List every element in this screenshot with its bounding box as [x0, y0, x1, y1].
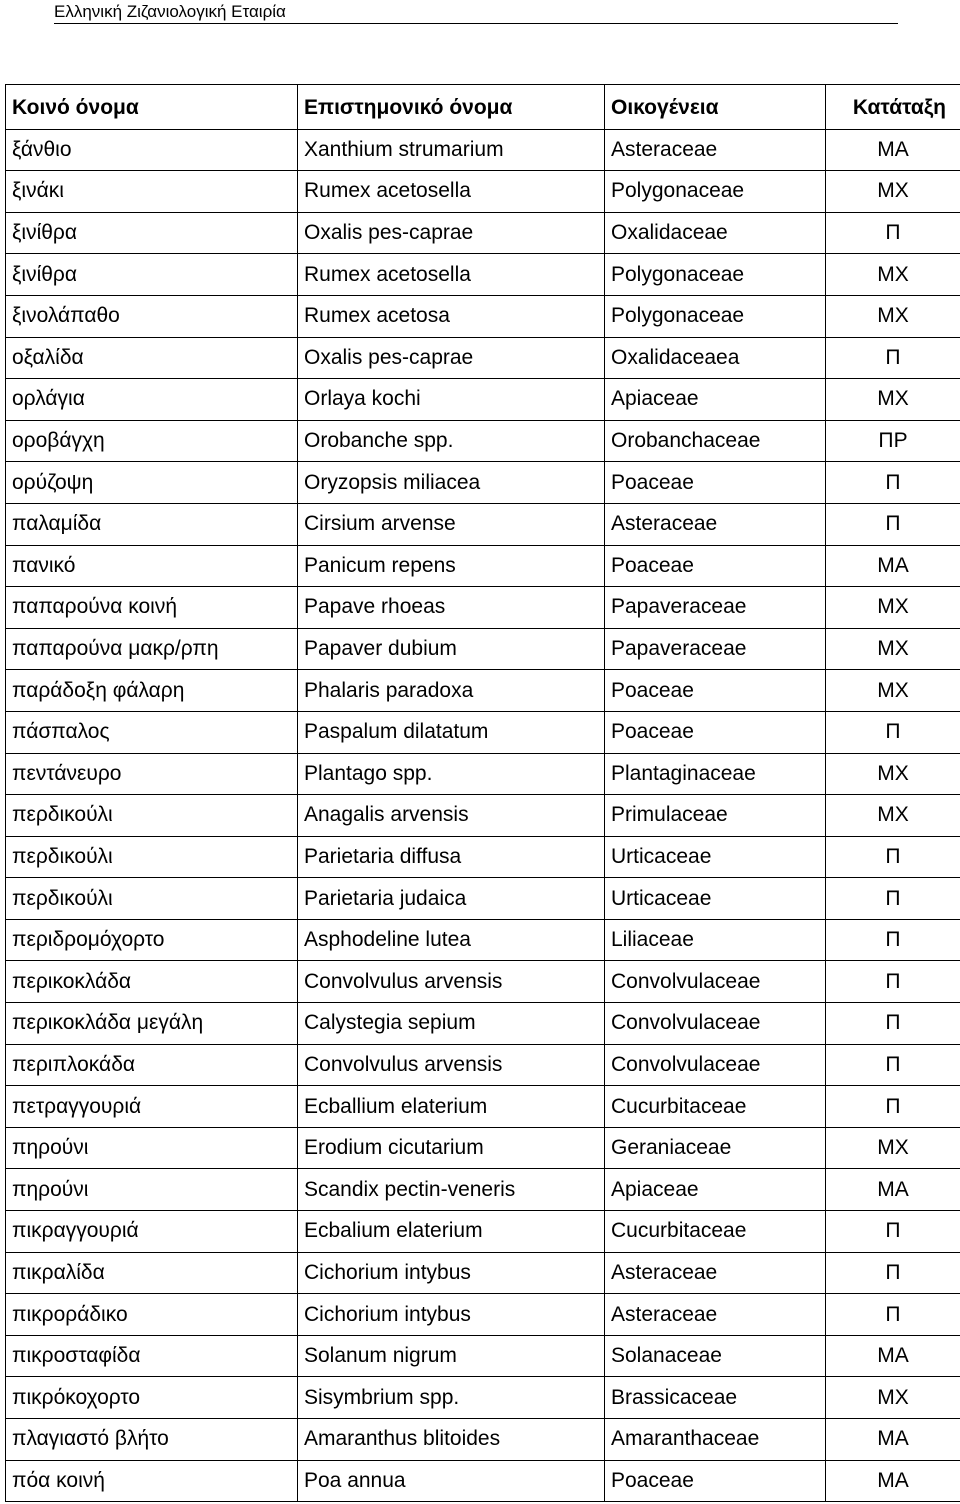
classification-cell: Π — [826, 462, 960, 504]
table-row — [6, 1460, 960, 1502]
classification-cell: ΜΧ — [826, 587, 960, 629]
scientific-name-cell: Scandix pectin-veneris — [298, 1169, 605, 1211]
scientific-name-cell: Paspalum dilatatum — [298, 711, 605, 753]
classification-cell: ΜΧ — [826, 295, 960, 337]
family-cell: Polygonaceae — [605, 295, 826, 337]
table-row — [6, 1294, 960, 1336]
document-header: Ελληνική Ζιζανιολογική Εταιρία — [54, 2, 286, 21]
column-header-common-name: Κοινό όνομα — [6, 85, 298, 130]
table-row — [6, 337, 960, 379]
family-cell: Asteraceae — [605, 1294, 826, 1336]
table-row — [6, 587, 960, 629]
family-cell: Apiaceae — [605, 1169, 826, 1211]
classification-cell: ΠΡ — [826, 420, 960, 462]
classification-cell: Π — [826, 1086, 960, 1128]
scientific-name-cell: Convolvulus arvensis — [298, 961, 605, 1003]
classification-cell: Π — [826, 503, 960, 545]
classification-cell: Π — [826, 711, 960, 753]
family-cell: Convolvulaceae — [605, 1003, 826, 1045]
classification-cell: ΜΧ — [826, 628, 960, 670]
classification-cell: Π — [826, 1211, 960, 1253]
family-cell: Poaceae — [605, 711, 826, 753]
common-name-cell: πεντάνευρο — [6, 753, 298, 795]
scientific-name-cell: Oryzopsis miliacea — [298, 462, 605, 504]
table-row — [6, 1169, 960, 1211]
common-name-cell: παράδοξη φάλαρη — [6, 670, 298, 712]
scientific-name-cell: Orlaya kochi — [298, 379, 605, 421]
classification-cell: Π — [826, 919, 960, 961]
table-row — [6, 379, 960, 421]
family-cell: Primulaceae — [605, 795, 826, 837]
table-row — [6, 1003, 960, 1045]
family-cell: Urticaceae — [605, 878, 826, 920]
classification-cell: ΜΑ — [826, 1460, 960, 1502]
common-name-cell: οροβάγχη — [6, 420, 298, 462]
scientific-name-cell: Ecbalium elaterium — [298, 1211, 605, 1253]
column-header-classification: Κατάταξη — [826, 85, 960, 130]
table-row — [6, 961, 960, 1003]
classification-cell: ΜΧ — [826, 1127, 960, 1169]
table-row — [6, 878, 960, 920]
scientific-name-cell: Oxalis pes-caprae — [298, 337, 605, 379]
family-cell: Papaveraceae — [605, 587, 826, 629]
common-name-cell: πανικό — [6, 545, 298, 587]
table-row — [6, 670, 960, 712]
common-name-cell: οξαλίδα — [6, 337, 298, 379]
scientific-name-cell: Rumex acetosella — [298, 171, 605, 213]
weeds-table — [5, 84, 960, 1502]
common-name-cell: ξινίθρα — [6, 212, 298, 254]
common-name-cell: περδικούλι — [6, 836, 298, 878]
common-name-cell: ξινίθρα — [6, 254, 298, 296]
table-row — [6, 545, 960, 587]
common-name-cell: πάσπαλος — [6, 711, 298, 753]
scientific-name-cell: Oxalis pes-caprae — [298, 212, 605, 254]
scientific-name-cell: Anagalis arvensis — [298, 795, 605, 837]
common-name-cell: ξάνθιο — [6, 129, 298, 171]
classification-cell: Π — [826, 961, 960, 1003]
common-name-cell: πόα κοινή — [6, 1460, 298, 1502]
classification-cell: Π — [826, 836, 960, 878]
common-name-cell: περδικούλι — [6, 795, 298, 837]
table-row — [6, 503, 960, 545]
common-name-cell: πικροσταφίδα — [6, 1335, 298, 1377]
common-name-cell: ορλάγια — [6, 379, 298, 421]
scientific-name-cell: Parietaria judaica — [298, 878, 605, 920]
table-row — [6, 420, 960, 462]
common-name-cell: ξινολάπαθο — [6, 295, 298, 337]
scientific-name-cell: Orobanche spp. — [298, 420, 605, 462]
common-name-cell: πλαγιαστό βλήτο — [6, 1419, 298, 1461]
classification-cell: ΜΑ — [826, 1419, 960, 1461]
family-cell: Oxalidaceaea — [605, 337, 826, 379]
common-name-cell: πηρούνι — [6, 1127, 298, 1169]
scientific-name-cell: Plantago spp. — [298, 753, 605, 795]
table-row — [6, 628, 960, 670]
common-name-cell: περιπλοκάδα — [6, 1044, 298, 1086]
common-name-cell: ορύζοψη — [6, 462, 298, 504]
classification-cell: Π — [826, 1252, 960, 1294]
family-cell: Brassicaceae — [605, 1377, 826, 1419]
scientific-name-cell: Papaver dubium — [298, 628, 605, 670]
table-row — [6, 254, 960, 296]
family-cell: Asteraceae — [605, 1252, 826, 1294]
classification-cell: ΜΧ — [826, 1377, 960, 1419]
common-name-cell: πικραγγουριά — [6, 1211, 298, 1253]
common-name-cell: ξινάκι — [6, 171, 298, 213]
common-name-cell: πικραλίδα — [6, 1252, 298, 1294]
family-cell: Orobanchaceae — [605, 420, 826, 462]
family-cell: Liliaceae — [605, 919, 826, 961]
column-header-scientific-name: Επιστημονικό όνομα — [298, 85, 605, 130]
scientific-name-cell: Poa annua — [298, 1460, 605, 1502]
table-row — [6, 1419, 960, 1461]
table-row — [6, 212, 960, 254]
family-cell: Cucurbitaceae — [605, 1211, 826, 1253]
table-row — [6, 1211, 960, 1253]
common-name-cell: πικρόκοχορτο — [6, 1377, 298, 1419]
scientific-name-cell: Calystegia sepium — [298, 1003, 605, 1045]
family-cell: Urticaceae — [605, 836, 826, 878]
scientific-name-cell: Cirsium arvense — [298, 503, 605, 545]
classification-cell: Π — [826, 1003, 960, 1045]
header-rule — [54, 23, 898, 24]
table-row — [6, 295, 960, 337]
scientific-name-cell: Cichorium intybus — [298, 1252, 605, 1294]
classification-cell: Π — [826, 878, 960, 920]
family-cell: Amaranthaceae — [605, 1419, 826, 1461]
family-cell: Poaceae — [605, 670, 826, 712]
classification-cell: ΜΧ — [826, 379, 960, 421]
common-name-cell: παπαρούνα κοινή — [6, 587, 298, 629]
classification-cell: ΜΧ — [826, 171, 960, 213]
common-name-cell: παπαρούνα μακρ/ρπη — [6, 628, 298, 670]
scientific-name-cell: Xanthium strumarium — [298, 129, 605, 171]
family-cell: Polygonaceae — [605, 171, 826, 213]
family-cell: Cucurbitaceae — [605, 1086, 826, 1128]
common-name-cell: περικοκλάδα μεγάλη — [6, 1003, 298, 1045]
family-cell: Polygonaceae — [605, 254, 826, 296]
scientific-name-cell: Erodium cicutarium — [298, 1127, 605, 1169]
table-row — [6, 1335, 960, 1377]
common-name-cell: περδικούλι — [6, 878, 298, 920]
table-row — [6, 171, 960, 213]
scientific-name-cell: Phalaris paradoxa — [298, 670, 605, 712]
classification-cell: ΜΧ — [826, 670, 960, 712]
table-row — [6, 1044, 960, 1086]
scientific-name-cell: Cichorium intybus — [298, 1294, 605, 1336]
family-cell: Poaceae — [605, 462, 826, 504]
scientific-name-cell: Asphodeline lutea — [298, 919, 605, 961]
table-row — [6, 919, 960, 961]
scientific-name-cell: Solanum nigrum — [298, 1335, 605, 1377]
table-row — [6, 753, 960, 795]
table-row — [6, 1377, 960, 1419]
scientific-name-cell: Rumex acetosa — [298, 295, 605, 337]
table-row — [6, 711, 960, 753]
table-row — [6, 1086, 960, 1128]
classification-cell: ΜΑ — [826, 1169, 960, 1211]
classification-cell: Π — [826, 337, 960, 379]
common-name-cell: περικοκλάδα — [6, 961, 298, 1003]
classification-cell: ΜΧ — [826, 753, 960, 795]
table-row — [6, 795, 960, 837]
classification-cell: ΜΑ — [826, 545, 960, 587]
family-cell: Apiaceae — [605, 379, 826, 421]
scientific-name-cell: Ecballium elaterium — [298, 1086, 605, 1128]
scientific-name-cell: Sisymbrium spp. — [298, 1377, 605, 1419]
classification-cell: Π — [826, 212, 960, 254]
scientific-name-cell: Panicum repens — [298, 545, 605, 587]
family-cell: Plantaginaceae — [605, 753, 826, 795]
common-name-cell: παλαμίδα — [6, 503, 298, 545]
table-row — [6, 129, 960, 171]
table-row — [6, 836, 960, 878]
scientific-name-cell: Convolvulus arvensis — [298, 1044, 605, 1086]
classification-cell: ΜΑ — [826, 129, 960, 171]
table-body — [6, 129, 960, 1502]
common-name-cell: πηρούνι — [6, 1169, 298, 1211]
table-row — [6, 1252, 960, 1294]
common-name-cell: πικροράδικο — [6, 1294, 298, 1336]
family-cell: Poaceae — [605, 545, 826, 587]
scientific-name-cell: Parietaria diffusa — [298, 836, 605, 878]
scientific-name-cell: Amaranthus blitoides — [298, 1419, 605, 1461]
classification-cell: ΜΧ — [826, 795, 960, 837]
table-header-row — [6, 85, 960, 130]
classification-cell: Π — [826, 1044, 960, 1086]
family-cell: Convolvulaceae — [605, 961, 826, 1003]
family-cell: Asteraceae — [605, 503, 826, 545]
common-name-cell: πετραγγουριά — [6, 1086, 298, 1128]
classification-cell: Π — [826, 1294, 960, 1336]
family-cell: Asteraceae — [605, 129, 826, 171]
scientific-name-cell: Rumex acetosella — [298, 254, 605, 296]
family-cell: Convolvulaceae — [605, 1044, 826, 1086]
family-cell: Papaveraceae — [605, 628, 826, 670]
classification-cell: ΜΑ — [826, 1335, 960, 1377]
common-name-cell: περιδρομόχορτο — [6, 919, 298, 961]
family-cell: Poaceae — [605, 1460, 826, 1502]
family-cell: Geraniaceae — [605, 1127, 826, 1169]
scientific-name-cell: Papave rhoeas — [298, 587, 605, 629]
family-cell: Solanaceae — [605, 1335, 826, 1377]
column-header-family: Οικογένεια — [605, 85, 826, 130]
family-cell: Oxalidaceae — [605, 212, 826, 254]
table-row — [6, 1127, 960, 1169]
classification-cell: ΜΧ — [826, 254, 960, 296]
table-row — [6, 462, 960, 504]
